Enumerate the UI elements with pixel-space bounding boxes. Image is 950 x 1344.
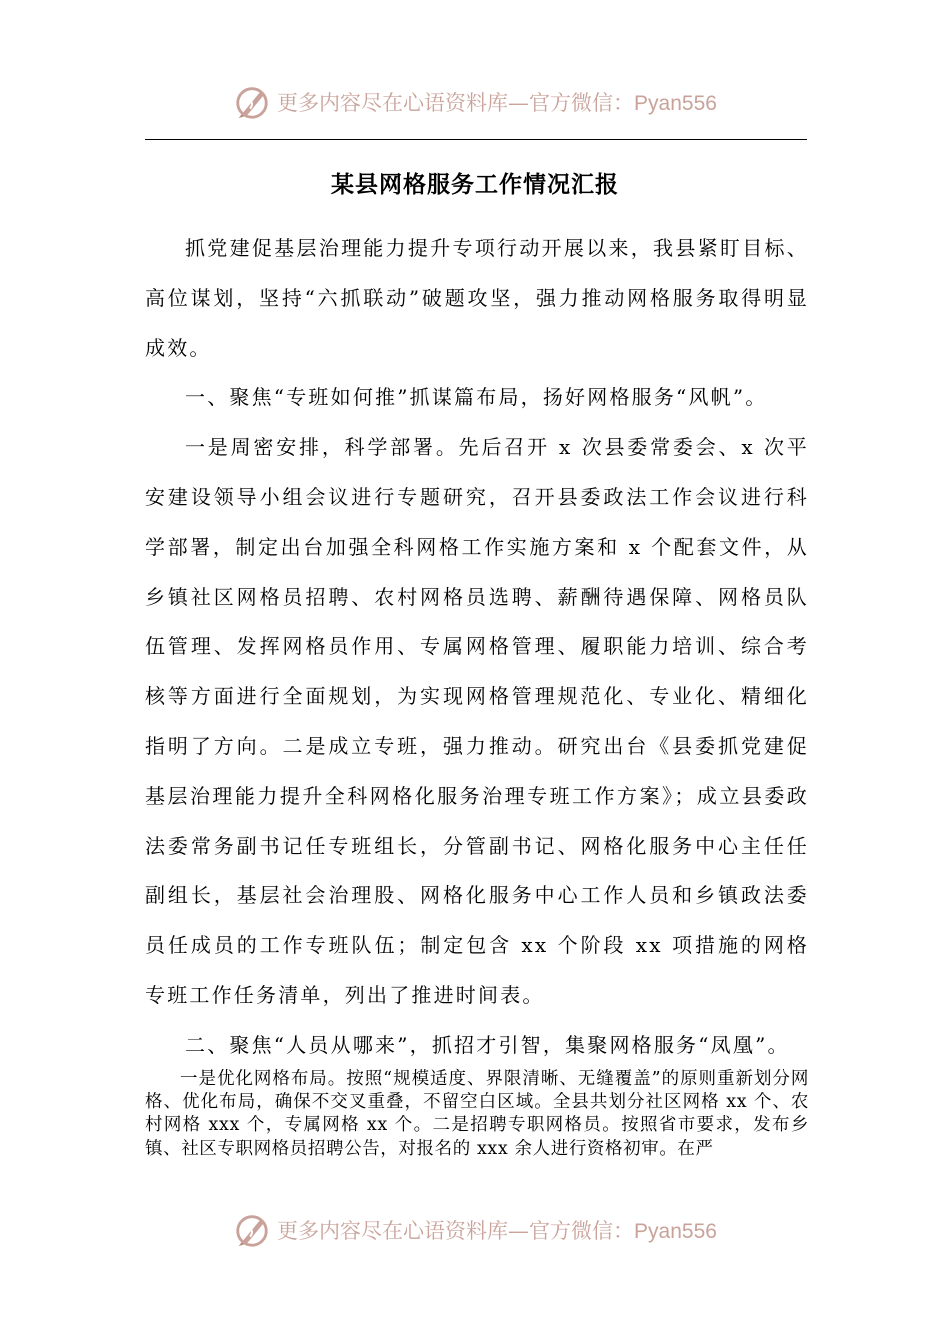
- watermark-text-cn: 更多内容尽在心语资料库—官方微信：: [277, 91, 635, 115]
- document-body: [145, 224, 809, 1071]
- pen-logo-icon: [233, 1211, 271, 1249]
- pen-logo-icon: [233, 83, 271, 121]
- watermark-content: [233, 83, 717, 121]
- watermark-text: [277, 87, 717, 117]
- document-title: 某县网格服务工作情况汇报: [331, 171, 619, 198]
- section-heading-1: 一、聚焦“专班如何推”抓谋篇布局，扬好网格服务“风帆”。: [185, 385, 768, 410]
- paragraph-section-1: 一是周密安排，科学部署。先后召开 x 次县委常委会、x 次平安建设领导小组会议进行专题研究，召开县委政法工作会议进行科学部署，制定出台加强全科网格工作实施方案和 x 个配套文件，从乡镇社区网格员招聘、农村网格员选聘、薪酬待遇保障、网格员队伍管理、发挥网格员作用、专属网格管理、履职能力培训、综合考核等方面进行全面规划，为实现网格管理规范化、专业化、精细化指明了方向。二是成立专班，强力推动。研究出台《县委抓党建促基层治理能力提升全科网格化服务治理专班工作方案》；成立县委政法委常务副书记任专班组长，分管副书记、网格化服务中心主任任副组长，基层社会治理股、网格化服务中心工作人员和乡镇政法委员任成员的工作专班队伍；制定包含 xx 个阶段 xx 项措施的网格专班工作任务清单，列出了推进时间表。: [145, 435, 809, 1007]
- watermark-text-latin: Pyan556: [634, 92, 717, 115]
- footer-watermark: [0, 1208, 950, 1252]
- header-watermark: [0, 80, 950, 124]
- watermark-text-cn: 更多内容尽在心语资料库—官方微信：: [277, 1219, 635, 1243]
- paragraph-section-2: 一是优化网格布局。按照“规模适度、界限清晰、无缝覆盖”的原则重新划分网格、优化布局，确保不交叉重叠，不留空白区域。全县共划分社区网格 xx 个、农村网格 xxx 个，专属网格 xx 个。二是招聘专职网格员。按照省市要求，发布乡镇、社区专职网格员招聘公告，对报名的 xxx 余人进行资格初审。在严: [145, 1069, 809, 1159]
- watermark-content: [233, 1211, 717, 1249]
- paragraph-intro: 抓党建促基层治理能力提升专项行动开展以来，我县紧盯目标、高位谋划，坚持“六抓联动”破题攻坚，强力推动网格服务取得明显成效。: [145, 236, 809, 360]
- section-heading-2: 二、聚焦“人员从哪来”，抓招才引智，集聚网格服务“凤凰”。: [185, 1032, 790, 1057]
- watermark-text-latin: Pyan556: [634, 1220, 717, 1243]
- document-body-condensed: [145, 1068, 809, 1161]
- header-divider: [145, 139, 807, 140]
- watermark-text: [277, 1215, 717, 1245]
